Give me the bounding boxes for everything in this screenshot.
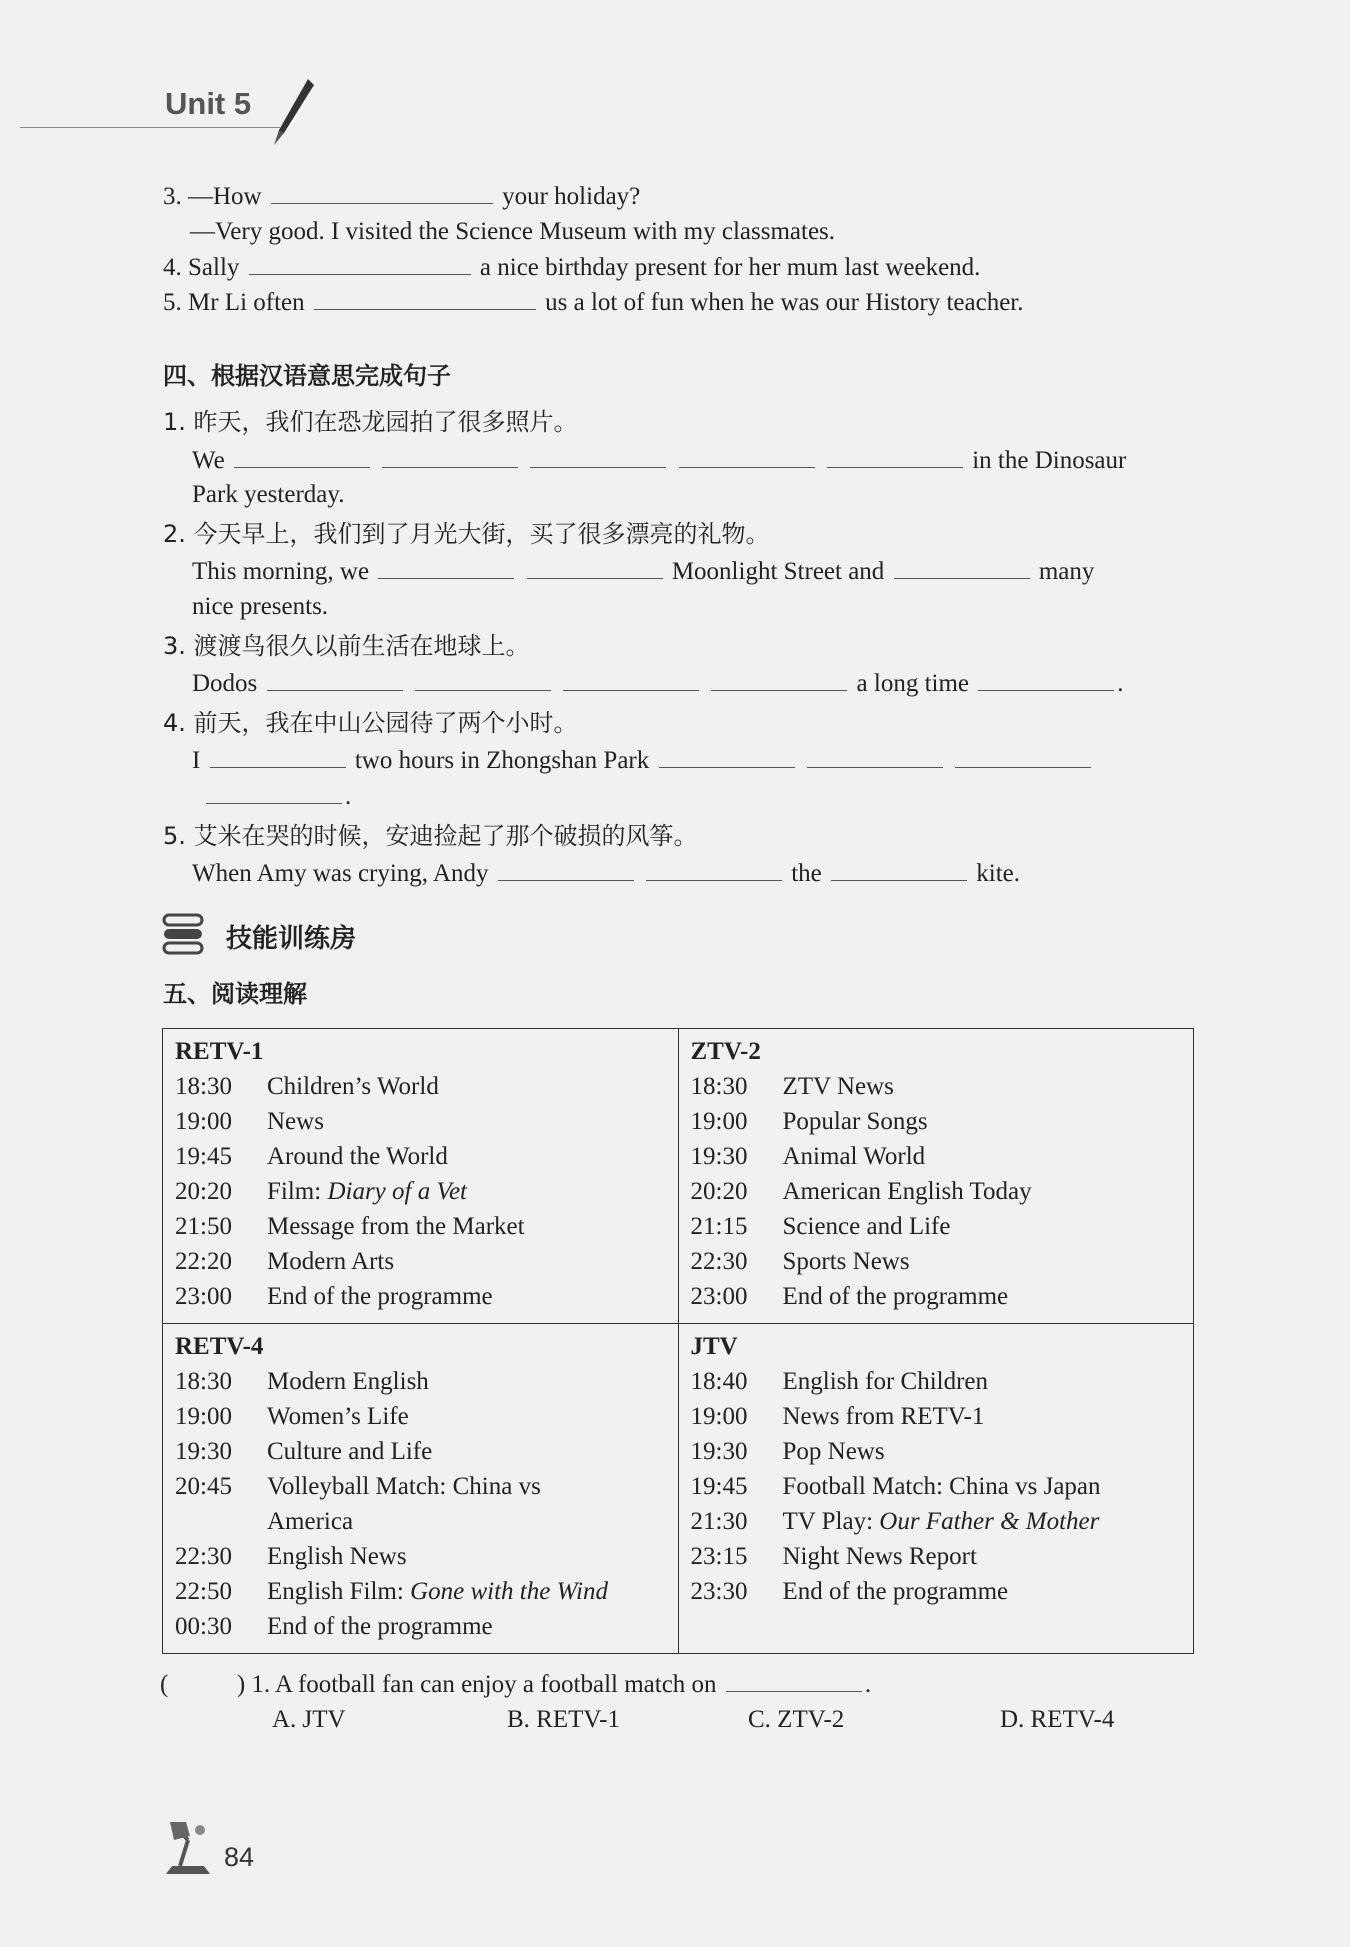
- option-a[interactable]: A. JTV: [272, 1706, 346, 1733]
- answer-blank[interactable]: [659, 745, 795, 768]
- question-3: 3. —How your holiday?: [163, 183, 641, 210]
- answer-blank[interactable]: [249, 252, 471, 275]
- part4-heading: 四、根据汉语意思完成句子: [163, 362, 451, 390]
- channel-cell: [163, 1029, 679, 1324]
- answer-blank[interactable]: [527, 556, 663, 579]
- program-row: 23:00 End of the programme: [175, 1283, 493, 1310]
- option-c[interactable]: C. ZTV-2: [748, 1706, 845, 1733]
- program-row: 23:15 Night News Report: [690, 1543, 977, 1570]
- sentence-1-chinese: 1. 昨天，我们在恐龙园拍了很多照片。: [163, 408, 578, 436]
- answer-blank[interactable]: [831, 858, 967, 881]
- lamp-icon: [160, 1818, 216, 1878]
- program-row: 19:30 Culture and Life: [175, 1438, 433, 1465]
- sentence-4-chinese: 4. 前天，我在中山公园待了两个小时。: [163, 709, 578, 737]
- answer-blank[interactable]: [827, 445, 963, 468]
- answer-blank[interactable]: [378, 556, 514, 579]
- sentence-3-chinese: 3. 渡渡鸟很久以前生活在地球上。: [163, 632, 530, 660]
- sentence-3-english: Dodos a long time .: [192, 670, 1124, 697]
- program-row: 22:30 English News: [175, 1543, 407, 1570]
- part5-heading: 五、阅读理解: [163, 980, 307, 1008]
- program-row: 23:00 End of the programme: [690, 1283, 1009, 1310]
- option-d[interactable]: D. RETV-4: [1000, 1706, 1115, 1733]
- program-row: 19:00 Women’s Life: [175, 1403, 409, 1430]
- program-row: 18:40 English for Children: [690, 1368, 989, 1395]
- sentence-5-english: When Amy was crying, Andy the kite.: [192, 860, 1021, 887]
- channel-name: RETV-1: [175, 1038, 264, 1065]
- channel-cell: [678, 1029, 1194, 1324]
- program-row: 19:00 News: [175, 1108, 324, 1135]
- answer-blank[interactable]: [978, 668, 1114, 691]
- answer-blank[interactable]: [646, 858, 782, 881]
- program-row: 18:30 Modern English: [175, 1368, 429, 1395]
- channel-name: JTV: [690, 1333, 738, 1360]
- program-row: 22:50 English Film: Gone with the Wind: [175, 1578, 608, 1605]
- answer-blank[interactable]: [955, 745, 1091, 768]
- program-row: 19:00 News from RETV-1: [690, 1403, 985, 1430]
- program-row: 19:30 Animal World: [690, 1143, 926, 1170]
- answer-blank[interactable]: [530, 445, 666, 468]
- answer-blank[interactable]: [498, 858, 634, 881]
- answer-blank[interactable]: [726, 1669, 862, 1692]
- pen-icon: [270, 75, 315, 147]
- program-row: 19:30 Pop News: [690, 1438, 885, 1465]
- program-row: 19:45 Football Match: China vs Japan: [690, 1473, 1101, 1500]
- sentence-2-chinese: 2. 今天早上，我们到了月光大街，买了很多漂亮的礼物。: [163, 520, 770, 548]
- skills-section-icon: [160, 913, 206, 955]
- answer-bracket[interactable]: [178, 1670, 228, 1692]
- sentence-2-english-cont: nice presents.: [192, 593, 329, 620]
- program-row: America: [267, 1508, 354, 1535]
- answer-blank[interactable]: [563, 668, 699, 691]
- sentence-4-english-cont: .: [192, 780, 351, 814]
- tv-schedule-table: [162, 1028, 1194, 1654]
- program-row: 21:50 Message from the Market: [175, 1213, 525, 1240]
- answer-blank[interactable]: [314, 287, 536, 310]
- program-row: 19:45 Around the World: [175, 1143, 448, 1170]
- program-row: 21:15 Science and Life: [690, 1213, 951, 1240]
- channel-cell: [163, 1324, 679, 1654]
- program-row: 18:30 ZTV News: [690, 1073, 894, 1100]
- answer-blank[interactable]: [807, 745, 943, 768]
- program-row: 20:20 American English Today: [690, 1178, 1032, 1205]
- skills-title: 技能训练房: [226, 924, 357, 954]
- program-row: 20:45 Volleyball Match: China vs: [175, 1473, 541, 1500]
- program-row: 19:00 Popular Songs: [690, 1108, 928, 1135]
- answer-blank[interactable]: [679, 445, 815, 468]
- answer-blank[interactable]: [234, 445, 370, 468]
- answer-blank[interactable]: [382, 445, 518, 468]
- program-row: 20:20 Film: Diary of a Vet: [175, 1178, 468, 1205]
- channel-name: RETV-4: [175, 1333, 264, 1360]
- answer-blank[interactable]: [206, 781, 342, 804]
- program-row: 22:20 Modern Arts: [175, 1248, 395, 1275]
- sentence-1-english-cont: Park yesterday.: [192, 481, 345, 508]
- sentence-1-english: We in the Dinosaur: [192, 447, 1127, 474]
- channel-name: ZTV-2: [690, 1038, 761, 1065]
- question-4: 4. Sally a nice birthday present for her mum last weekend.: [163, 254, 981, 281]
- answer-blank[interactable]: [415, 668, 551, 691]
- sentence-2-english: This morning, we Moonlight Street and many: [192, 558, 1095, 585]
- answer-blank[interactable]: [894, 556, 1030, 579]
- sentence-4-english: I two hours in Zhongshan Park: [192, 744, 1094, 778]
- answer-blank[interactable]: [210, 745, 346, 768]
- header-rule: [20, 127, 280, 128]
- option-b[interactable]: B. RETV-1: [507, 1706, 620, 1733]
- question-5: 5. Mr Li often us a lot of fun when he was our History teacher.: [163, 289, 1024, 316]
- answer-blank[interactable]: [267, 668, 403, 691]
- program-row: 18:30 Children’s World: [175, 1073, 439, 1100]
- reading-question-1: ( ) 1. A football fan can enjoy a football match on .: [160, 1671, 872, 1698]
- page-number: 84: [224, 1842, 255, 1872]
- unit-title: Unit 5: [165, 86, 252, 121]
- program-row: 21:30 TV Play: Our Father & Mother: [690, 1508, 1100, 1535]
- answer-blank[interactable]: [711, 668, 847, 691]
- program-row: 22:30 Sports News: [690, 1248, 910, 1275]
- channel-cell: [678, 1324, 1194, 1654]
- question-3-reply: —Very good. I visited the Science Museum with my classmates.: [190, 218, 836, 245]
- program-row: 23:30 End of the programme: [690, 1578, 1009, 1605]
- program-row: 00:30 End of the programme: [175, 1613, 493, 1640]
- sentence-5-chinese: 5. 艾米在哭的时候，安迪捡起了那个破损的风筝。: [163, 822, 698, 850]
- answer-blank[interactable]: [271, 181, 493, 204]
